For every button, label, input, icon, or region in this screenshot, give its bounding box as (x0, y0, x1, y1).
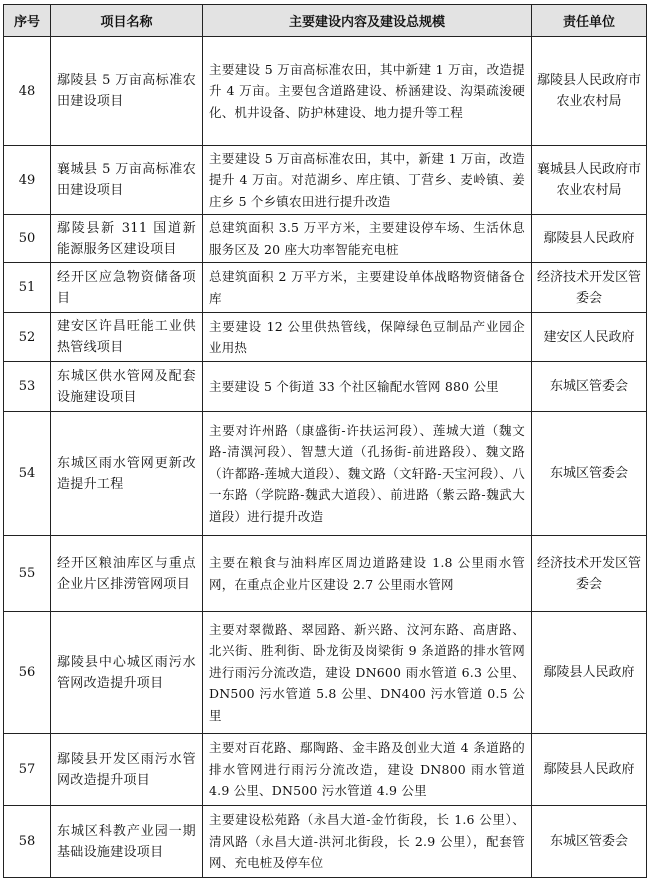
row-content: 主要对翠微路、翠园路、新兴路、汶河东路、高唐路、北兴街、胜利街、卧龙街及岗梁街 9 条道路的排水管网进行雨污分流改造，建设 DN600 雨水管道 6.3 公里、DN500 污水管道 5.8 公里、DN400 污水管道 0.5 公里 (203, 612, 532, 734)
table-row (4, 536, 647, 612)
table-row (4, 612, 647, 734)
row-no: 57 (4, 734, 51, 806)
row-unit: 鄢陵县人民政府 (532, 612, 647, 734)
row-unit: 东城区管委会 (532, 362, 647, 412)
row-unit: 鄢陵县人民政府 (532, 215, 647, 263)
row-content: 总建筑面积 3.5 万平方米，主要建设停车场、生活休息服务区及 20 座大功率智能充电桩 (203, 215, 532, 263)
table-row (4, 146, 647, 215)
row-content: 主要对许州路（康盛街-许扶运河段）、莲城大道（魏文路-清潩河段）、智慧大道（孔扬街-前进路段）、魏文路（许都路-莲城大道段）、魏文路（文轩路-天宝河段）、八一东路（学院路-魏武大道段）、前进路（紫云路-魏武大道段）进行提升改造 (203, 412, 532, 536)
row-name: 鄢陵县新 311 国道新能源服务区建设项目 (51, 215, 203, 263)
row-unit: 经济技术开发区管委会 (532, 536, 647, 612)
table-row (4, 313, 647, 362)
row-content: 主要建设 5 万亩高标准农田，其中新建 1 万亩，改造提升 4 万亩。主要包含道路建设、桥涵建设、沟渠疏浚硬化、机井设备、防护林建设、地力提升等工程 (203, 37, 532, 146)
row-name: 经开区应急物资储备项目 (51, 263, 203, 313)
row-unit: 鄢陵县人民政府市农业农村局 (532, 37, 647, 146)
row-name: 鄢陵县中心城区雨污水管网改造提升项目 (51, 612, 203, 734)
row-name: 襄城县 5 万亩高标准农田建设项目 (51, 146, 203, 215)
row-content: 主要建设 12 公里供热管线，保障绿色豆制品产业园企业用热 (203, 313, 532, 362)
row-content: 主要在粮食与油料库区周边道路建设 1.8 公里雨水管网，在重点企业片区建设 2.7 公里雨水管网 (203, 536, 532, 612)
header-name: 项目名称 (51, 5, 203, 37)
row-no: 53 (4, 362, 51, 412)
row-content: 总建筑面积 2 万平方米，主要建设单体战略物资储备仓库 (203, 263, 532, 313)
row-no: 55 (4, 536, 51, 612)
row-name: 经开区粮油库区与重点企业片区排涝管网项目 (51, 536, 203, 612)
table-row (4, 362, 647, 412)
row-name: 东城区供水管网及配套设施建设项目 (51, 362, 203, 412)
row-unit: 襄城县人民政府市农业农村局 (532, 146, 647, 215)
header-content: 主要建设内容及建设总规模 (203, 5, 532, 37)
row-name: 建安区许昌旺能工业供热管线项目 (51, 313, 203, 362)
table-row (4, 806, 647, 878)
table-row (4, 412, 647, 536)
row-unit: 鄢陵县人民政府 (532, 734, 647, 806)
row-unit: 东城区管委会 (532, 806, 647, 878)
header-no: 序号 (4, 5, 51, 37)
table-row (4, 263, 647, 313)
row-name: 鄢陵县 5 万亩高标准农田建设项目 (51, 37, 203, 146)
table-row (4, 37, 647, 146)
row-name: 东城区科教产业园一期基础设施建设项目 (51, 806, 203, 878)
row-content: 主要建设松苑路（永昌大道-金竹街段，长 1.6 公里）、清风路（永昌大道-洪河北街段，长 2.9 公里），配套管网、充电桩及停车位 (203, 806, 532, 878)
row-unit: 经济技术开发区管委会 (532, 263, 647, 313)
row-no: 56 (4, 612, 51, 734)
row-unit: 建安区人民政府 (532, 313, 647, 362)
row-unit: 东城区管委会 (532, 412, 647, 536)
row-content: 主要对百花路、鄢陶路、金丰路及创业大道 4 条道路的排水管网进行雨污分流改造，建设 DN800 雨水管道 4.9 公里、DN500 污水管道 4.9 公里 (203, 734, 532, 806)
row-no: 49 (4, 146, 51, 215)
row-name: 鄢陵县开发区雨污水管网改造提升项目 (51, 734, 203, 806)
header-unit: 责任单位 (532, 5, 647, 37)
row-no: 58 (4, 806, 51, 878)
table-row (4, 734, 647, 806)
table-row (4, 215, 647, 263)
project-table (3, 4, 647, 878)
row-no: 52 (4, 313, 51, 362)
row-no: 54 (4, 412, 51, 536)
row-name: 东城区雨水管网更新改造提升工程 (51, 412, 203, 536)
row-content: 主要建设 5 个街道 33 个社区输配水管网 880 公里 (203, 362, 532, 412)
row-no: 50 (4, 215, 51, 263)
row-content: 主要建设 5 万亩高标准农田，其中，新建 1 万亩，改造提升 4 万亩。对范湖乡、库庄镇、丁营乡、麦岭镇、姜庄乡 5 个乡镇农田进行提升改造 (203, 146, 532, 215)
row-no: 48 (4, 37, 51, 146)
row-no: 51 (4, 263, 51, 313)
header-row (4, 5, 647, 37)
